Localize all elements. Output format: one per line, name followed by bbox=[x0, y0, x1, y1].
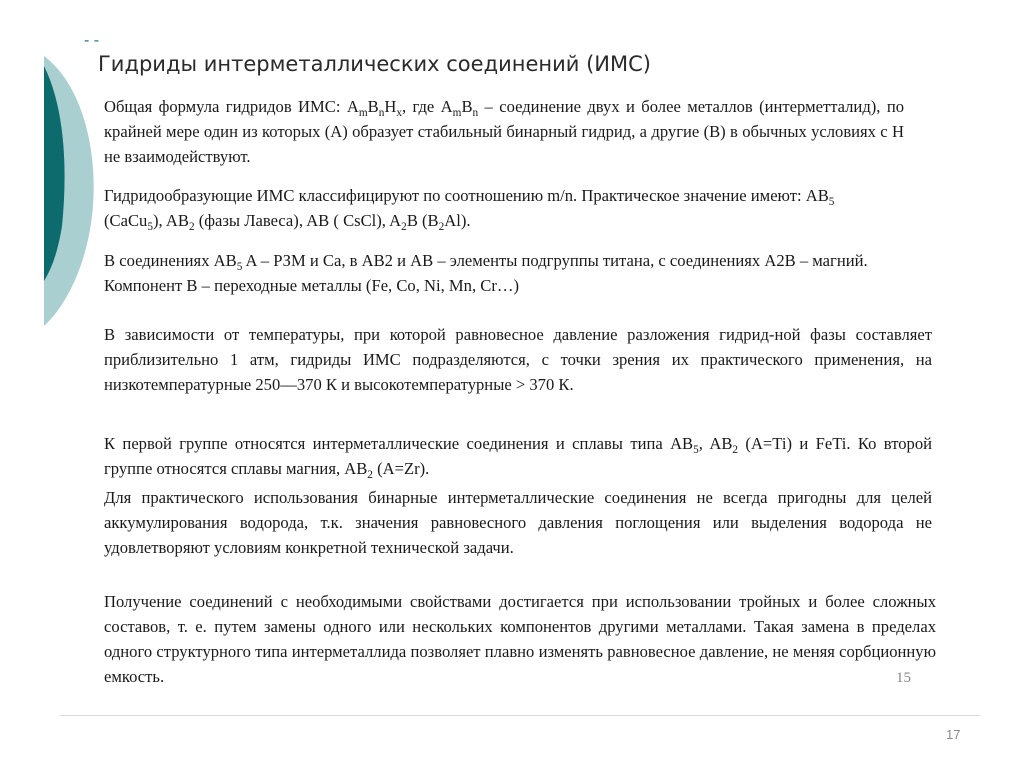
slide-title: Гидриды интерметаллических соединений (ИМС) bbox=[98, 52, 651, 76]
slide bbox=[44, 26, 990, 716]
paragraph-practical-use: Для практического использования бинарные интерметаллические соединения не всегда пригодны для целей аккумулирования водорода, т.к. значения равновесного давления поглощения или выделения водорода не удовлетворяют условиям конкретной технической задачи. bbox=[104, 488, 932, 557]
paragraph-classification: Гидридообразующие ИМС классифицируют по соотношению m/n. Практическое значение имеют: $AB_5$ (CaCu$_5$), $AB_2$ (фазы Лавеса), AB ( CsCl), $A_2B$ $(B_2Al)$. bbox=[104, 186, 835, 233]
paragraph-general-formula: Общая формула гидридов ИМС: $A_mB_nH_x$, где $A_mB_n$ – соединение двух и более металлов (интерметталид), по крайней мере один из которых (A) образует стабильный бинарный гидрид, а другие (B) в обычных условиях с H не взаимодействуют. bbox=[104, 97, 905, 166]
page-divider bbox=[60, 715, 980, 716]
paragraph-ternary: Получение соединений с необходимыми свойствами достигается при использовании тройных и более сложных составов, т. е. путем замены одного или нескольких компонентов другими металлами. Такая замена в пределах одного структурного типа интерметаллида позволяет плавно изменять равновесное давление, не меняя сорбционную емкость. bbox=[104, 592, 936, 686]
top-marks: - - bbox=[84, 32, 100, 49]
paragraph-compounds: В соединениях $AB_5$ A – РЗМ и Ca, в AB2 и AB – элементы подгруппы титана, с соединениях A2B – магний. Компонент B – переходные металлы (Fe, Co, Ni, Mn, Cr…) bbox=[104, 251, 868, 295]
paragraph-temperature: В зависимости от температуры, при которой равновесное давление разложения гидрид-ной фазы составляет приблизительно 1 атм, гидриды ИМС подразделяются, с точки зрения их практического применения, на низкотемпературные 250—370 К и высокотемпературные > 370 К. bbox=[104, 325, 932, 394]
slide-page-marker: 15 bbox=[896, 670, 911, 686]
paragraph-groups: К первой группе относятся интерметаллические соединения и сплавы типа $AB_5$, $AB_2$ (A=Ti) и FeTi. Ко второй группе относятся сплавы магния, $AB_2$ (A=Zr). bbox=[104, 434, 932, 481]
page-number: 17 bbox=[946, 727, 961, 742]
